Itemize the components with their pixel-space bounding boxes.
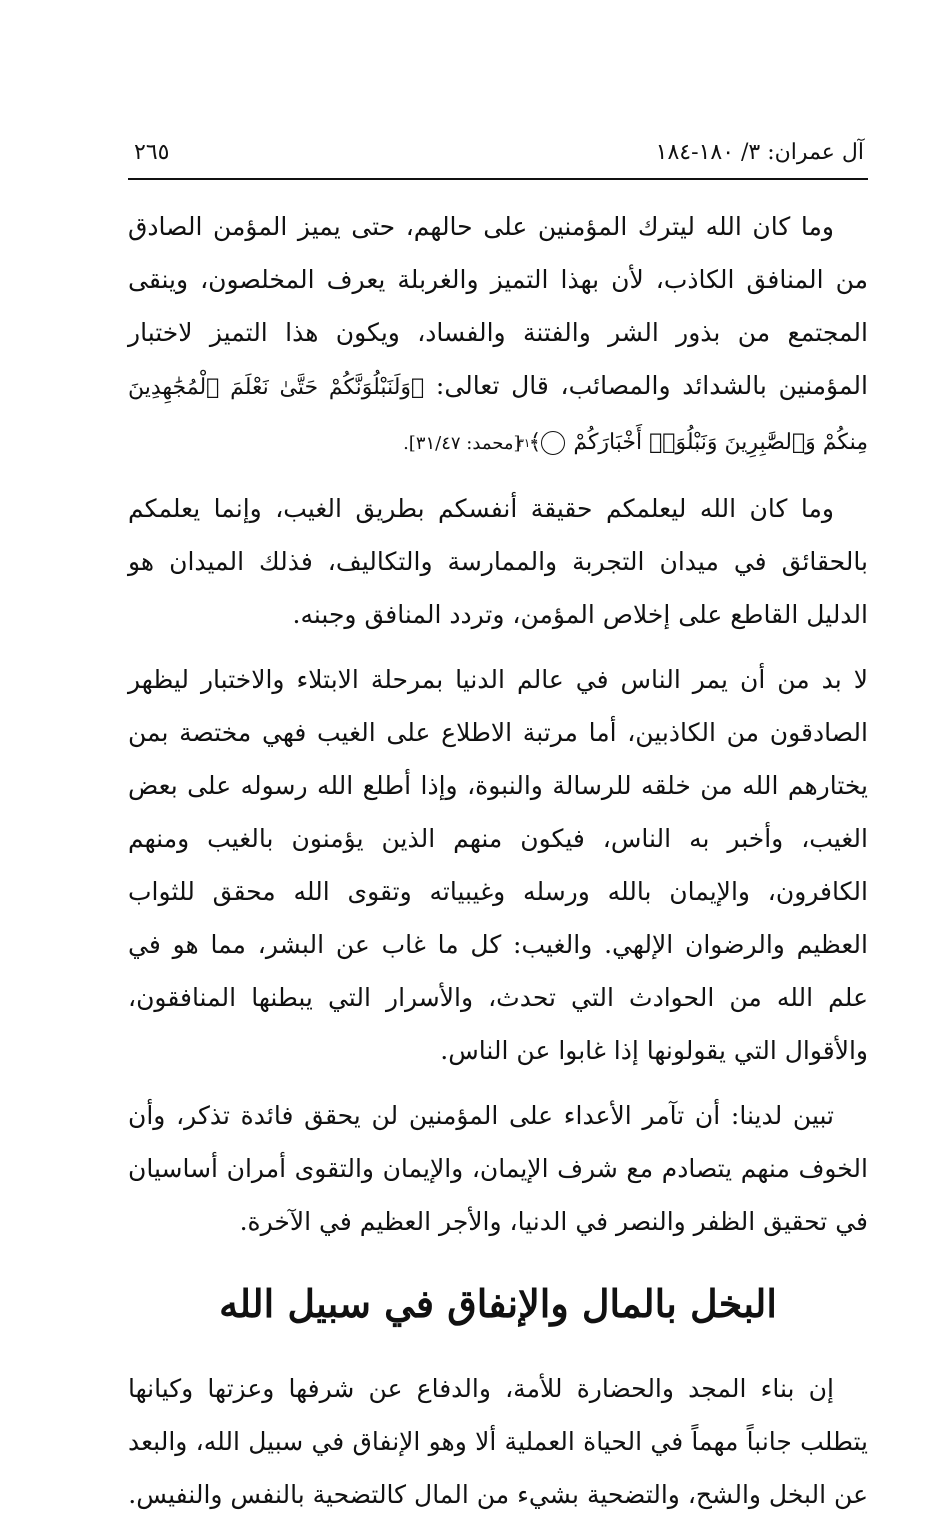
ayah-number-marker: ٣١ bbox=[541, 431, 565, 455]
page-body bbox=[128, 200, 868, 1521]
section-heading: البخل بالمال والإنفاق في سبيل الله bbox=[219, 1281, 777, 1326]
page-number: ٢٦٥ bbox=[134, 140, 170, 165]
paragraph-4: تبين لدينا: أن تآمر الأعداء على المؤمنين لن يحقق فائدة تذكر، وأن الخوف منهم يتصادم مع شرف الإيمان، والإيمان والتقوى أمران أساسيان في تحقيق الظفر والنصر في الدنيا، والأجر العظيم في الآخرة. bbox=[128, 1101, 868, 1236]
paragraph-3: لا بد من أن يمر الناس في عالم الدنيا بمرحلة الابتلاء والاختبار ليظهر الصادقون من الكاذبين، أما مرتبة الاطلاع على الغيب فهي مختصة بمن يختارهم الله من خلقه للرسالة والنبوة، وإذا أطلع الله رسوله على بعض الغيب، وأخبر به الناس، فيكون منهم الذين يؤمنون بالغيب ومنهم الكافرون، والإيمان بالله ورسله وغيبياته وتقوى الله محقق للثواب العظيم والرضوان الإلهي. والغيب: كل ما غاب عن البشر، مما هو في علم الله من الحوادث التي تحدث، والأسرار التي يبطنها المنافقون، والأقوال التي يقولونها إذا غابوا عن الناس. bbox=[128, 665, 868, 1065]
paragraph-5: إن بناء المجد والحضارة للأمة، والدفاع عن شرفها وعزتها وكيانها يتطلب جانباً مهماً في الحياة العملية ألا وهو الإنفاق في سبيل الله، والبعد عن البخل والشح، والتضحية بشيء من المال كالتضحية بالنفس والنفيس. bbox=[128, 1374, 868, 1509]
book-page bbox=[128, 140, 868, 1533]
paragraph-1-text: وما كان الله ليترك المؤمنين على حالهم، حتى يميز المؤمن الصادق من المنافق الكاذب، لأن بهذا التميز والغربلة يعرف المخلصون، وينقى المجتمع من بذور الشر والفتنة والفساد، ويكون هذا التميز لاختبار المؤمنين بالشدائد والمصائب، قال تعالى: bbox=[128, 212, 868, 400]
surah-reference: آل عمران: ٣/ ١٨٠-١٨٤ bbox=[655, 140, 864, 165]
quran-close-bracket: ﴾ bbox=[528, 430, 542, 455]
quran-verse: ﴿وَلَنَبْلُوَنَّكُمْ حَتَّىٰ نَعْلَمَ ٱلْمُجَٰهِدِينَ مِنكُمْ وَٱلصَّٰبِرِينَ وَنَبْلُوَا۟ أَخْبَارَكُمْ bbox=[128, 375, 868, 455]
paragraph-1 bbox=[128, 200, 868, 470]
running-header bbox=[128, 140, 868, 180]
paragraph-2: وما كان الله ليعلمكم حقيقة أنفسكم بطريق الغيب، وإنما يعلمكم بالحقائق في ميدان التجربة والممارسة والتكاليف، فذلك الميدان هو الدليل القاطع على إخلاص المؤمن، وتردد المنافق وجبنه. bbox=[128, 494, 868, 629]
quran-citation: [محمد: ٣١/٤٧]. bbox=[403, 433, 521, 454]
